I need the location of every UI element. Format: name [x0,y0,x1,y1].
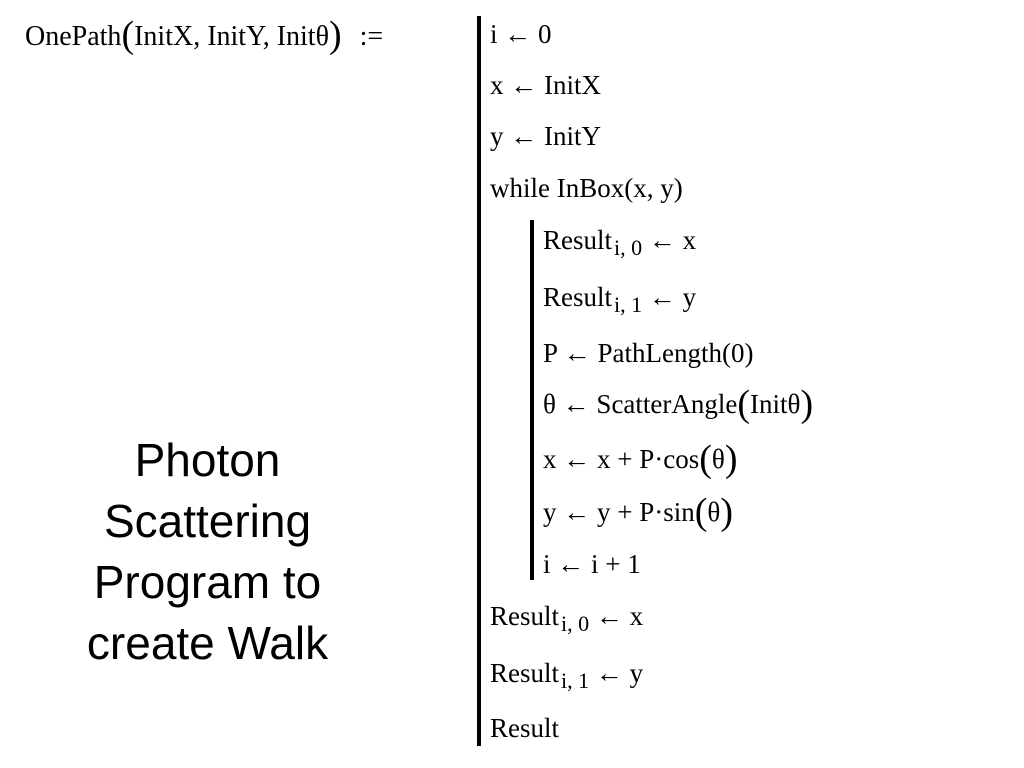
x-update-close-paren: ) [724,438,738,480]
result-subscript: i, 0 [561,611,590,636]
open-paren: ( [121,14,135,56]
caption-line: Scattering [103,495,312,547]
y-update-line [543,491,733,533]
after-result-0 [490,598,643,636]
loop-result-0 [543,222,696,260]
scatter-arg: Initθ [750,389,801,419]
program-bar [477,16,481,746]
y-update-close-paren: ) [720,491,733,533]
result-rhs: ← y [595,658,644,688]
path-length-line: P ← PathLength(0) [543,338,754,368]
result-subscript: i, 0 [614,235,643,260]
result-base: Result [543,282,613,312]
function-name: OnePath [25,21,122,52]
x-update-arg: θ [711,444,725,474]
after-result-1 [490,655,643,693]
x-update-lhs: x ← x + P·cos [543,444,700,474]
function-header [25,10,383,60]
result-rhs: ← x [648,225,697,255]
result-base: Result [490,658,560,688]
y-update-arg: θ [707,497,721,527]
x-update-open-paren: ( [699,438,712,480]
result-rhs: ← x [595,601,644,631]
loop-result-1 [543,279,696,317]
x-update-line [543,438,738,480]
function-params: InitX, InitY, Initθ [134,21,329,52]
y-update-open-paren: ( [694,491,708,533]
scatter-close-paren: ) [800,383,814,425]
increment-line: i ← i + 1 [543,549,641,579]
result-subscript: i, 1 [561,668,590,693]
init-line-y: y ← InitY [490,121,601,151]
caption-line: Photon [134,434,281,486]
result-subscript: i, 1 [614,292,643,317]
slide-caption [40,430,375,674]
close-paren: ) [329,14,342,56]
result-base: Result [543,225,613,255]
loop-bar [530,220,534,580]
scatter-lhs: θ ← ScatterAngle [543,389,738,419]
scatter-open-paren: ( [737,383,751,425]
caption-line: Program to [93,556,322,608]
result-base: Result [490,601,560,631]
scatter-angle-line [543,383,814,425]
return-line: Result [490,713,560,743]
y-update-lhs: y ← y + P·sin [543,497,695,527]
while-line: while InBox(x, y) [490,173,683,203]
init-line-i: i ← 0 [490,19,552,49]
init-line-x: x ← InitX [490,70,601,100]
assign-operator: := [359,21,384,52]
caption-line: create Walk [86,617,329,669]
result-rhs: ← y [648,282,697,312]
